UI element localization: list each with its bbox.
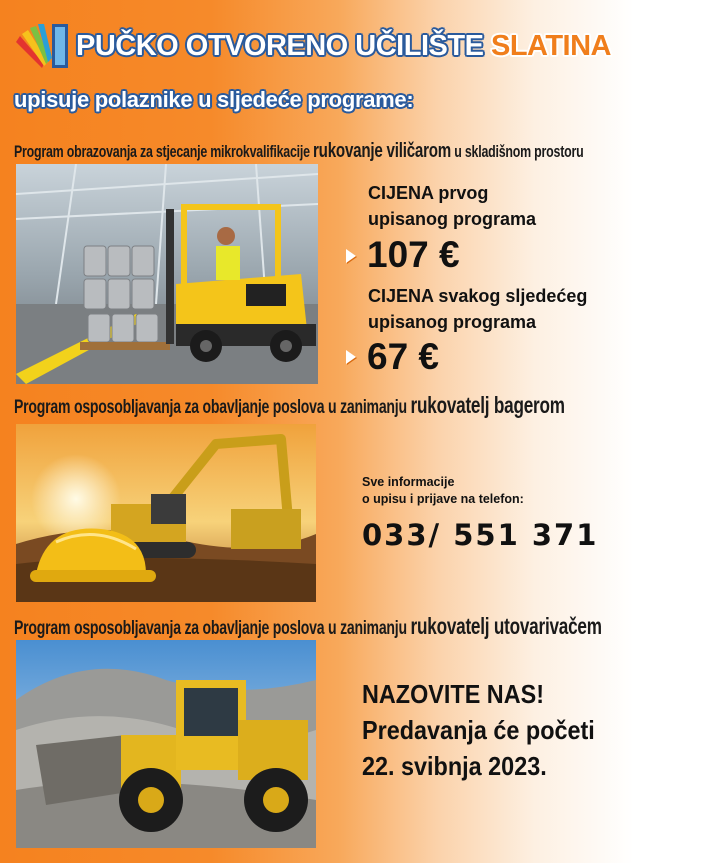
program-3-highlight: rukovatelj utovarivačem	[410, 613, 602, 639]
program-1-prefix: Program obrazovanja za stjecanje mikrokvalifikacije	[14, 142, 310, 161]
page-title	[76, 30, 611, 63]
price-first-label-line1: CIJENA prvog	[368, 183, 489, 203]
price-next-value: 67 €	[367, 336, 440, 377]
price-next-label-line1: CIJENA svakog sljedećeg	[368, 286, 588, 306]
contact-info	[362, 474, 524, 508]
price-next-label-line2: upisanog programa	[368, 312, 537, 332]
cta-line1: NAZOVITE NAS!	[362, 679, 545, 709]
excavator-photo	[16, 424, 316, 602]
contact-phone: 033/ 551 371	[362, 518, 599, 552]
price-first-value: 107 €	[367, 234, 460, 275]
program-2-highlight: rukovatelj bagerom	[410, 392, 565, 418]
call-to-action	[362, 676, 595, 784]
price-next-label	[368, 283, 587, 335]
program-2-prefix: Program osposobljavanja za obavljanje poslova u zanimanju	[14, 397, 407, 418]
price-first-label-line2: upisanog programa	[368, 209, 537, 229]
contact-line1: Sve informacije	[362, 475, 455, 489]
program-1-highlight: rukovanje viličarom	[313, 139, 452, 162]
program-heading-1	[14, 139, 583, 163]
price-first-label	[368, 180, 536, 232]
title-accent: SLATINA	[490, 30, 611, 62]
program-heading-2	[14, 392, 565, 419]
cta-line2: Predavanja će početi	[362, 715, 595, 745]
program-heading-3	[14, 613, 602, 640]
program-1-suffix: u skladišnom prostoru	[454, 142, 584, 161]
triangle-arrow-icon	[346, 249, 356, 263]
wheel-loader-photo	[16, 640, 316, 848]
program-3-prefix: Program osposobljavanja za obavljanje poslova u zanimanju	[14, 618, 407, 639]
title-main: PUČKO OTVORENO UČILIŠTE	[76, 30, 484, 62]
cta-line3: 22. svibnja 2023.	[362, 751, 547, 781]
subtitle: upisuje polaznike u sljedeće programe:	[14, 87, 414, 112]
forklift-photo	[16, 164, 318, 384]
triangle-arrow-icon	[346, 350, 356, 364]
contact-line2: o upisu i prijave na telefon:	[362, 492, 524, 506]
logo-book-icon	[14, 22, 70, 70]
